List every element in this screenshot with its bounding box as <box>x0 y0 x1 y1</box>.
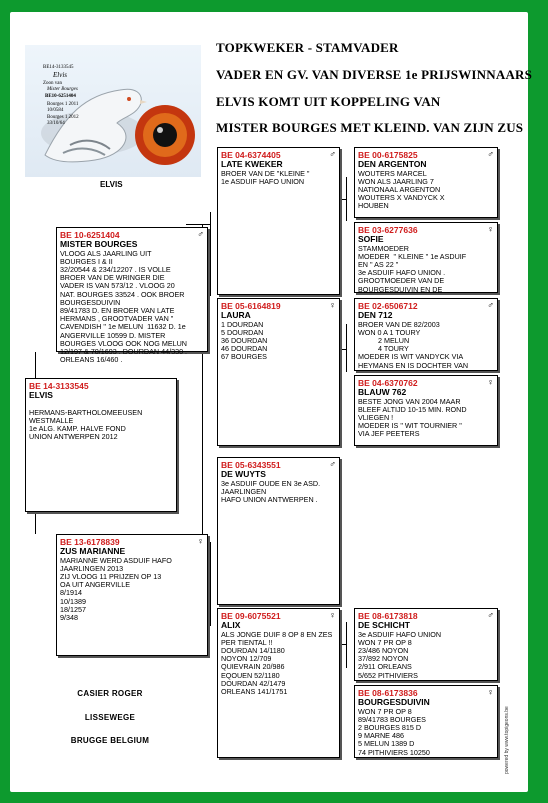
pigeon-card-fm[interactable] <box>217 298 340 446</box>
ring-number: BE 08-6173818 <box>358 611 418 621</box>
photo-line: Mister Bourges <box>47 87 78 92</box>
pigeon-name: DEN ARGENTON <box>358 159 427 169</box>
pigeon-description: 1 DOURDAN 5 DOURDAN 36 DOURDAN 46 DOURDAN 67 BOURGES <box>221 319 268 362</box>
female-icon: ♀ <box>329 300 336 310</box>
pigeon-name: DE SCHICHT <box>358 620 410 630</box>
pigeon-card-fmf[interactable] <box>354 298 498 371</box>
male-icon: ♂ <box>487 149 494 159</box>
female-icon: ♀ <box>329 610 336 620</box>
owner-town: LISSEWEGE <box>84 713 136 722</box>
pigeon-description: BROER VAN DE 82/2003 WON 0 A 1 TOURY 2 MELUN 4 TOURY MOEDER IS WIT VANDYCK VIA HEYMANS EN IS DOCHTER VAN <box>358 319 469 370</box>
pigeon-card-fff[interactable] <box>354 147 498 218</box>
pigeon-name: SOFIE <box>358 234 384 244</box>
photo-line: Zoon van <box>43 81 63 86</box>
pigeon-description: WOUTERS MARCEL WON ALS JAARLING 7 NATIONAAL ARGENTON WOUTERS X VANDYCK X HOUBEN <box>358 168 445 211</box>
photo-line: Bourges 1 2011 <box>47 102 79 107</box>
owner-city-country: BRUGGE BELGIUM <box>70 736 150 745</box>
pigeon-description: ALS JONGE DUIF 8 OP 8 EN ZES PER TIENTAL !! DOURDAN 14/1180 NOYON 12/709 QUIEVRAIN 20/986 EQOUEN 52/1180 DOURDAN 42/1479 ORLEANS 141/1751 <box>221 629 333 696</box>
photo-ring: BE14-3133545 <box>43 65 74 70</box>
ring-number: BE 03-6277636 <box>358 225 418 235</box>
pigeon-description: 3e ASDUIF HAFO UNION WON 7 PR OP 8 23/486 NOYON 37/892 NOYON 2/911 ORLEANS 5/652 PITHIVIERS <box>358 629 442 680</box>
male-icon: ♂ <box>487 610 494 620</box>
ring-number: BE 14-3133545 <box>29 381 89 391</box>
credit-text: powered by www.topigeons.be <box>504 706 510 774</box>
photo-line: BE10-6251404 <box>45 94 76 99</box>
ring-number: BE 04-6370762 <box>358 378 418 388</box>
pigeon-description: HERMANS-BARTHOLOMEEUSEN WESTMALLE 1e ALG. KAMP. HALVE FOND UNION ANTWERPEN 2012 <box>29 407 143 442</box>
pigeon-name: DE WUYTS <box>221 469 266 479</box>
photo-caption: ELVIS <box>100 180 123 189</box>
ring-number: BE 13-6178839 <box>60 537 120 547</box>
pigeon-description: BESTE JONG VAN 2004 MAAR BLEEF ALTIJD 10-15 MIN. ROND VLIEGEN ! MOEDER IS " WIT TOURNIER " VIA JEF PEETERS <box>358 396 467 439</box>
female-icon: ♀ <box>487 687 494 697</box>
pigeon-name: LAURA <box>221 310 251 320</box>
pigeon-photo <box>25 45 201 177</box>
pigeon-description: WON 7 PR OP 8 89/41783 BOURGES 2 BOURGES 815 D 9 MARNE 486 5 MELUN 1389 D 74 PITHIVIERS 10250 <box>358 706 430 757</box>
pigeon-name: BLAUW 762 <box>358 387 407 397</box>
pigeon-card-subject[interactable] <box>25 378 177 512</box>
female-icon: ♀ <box>487 224 494 234</box>
headline-2: VADER EN GV. VAN DIVERSE 1e PRIJSWINNAARS <box>216 67 533 82</box>
pigeon-card-ffm[interactable] <box>354 222 498 293</box>
photo-line: Bourges 1 2012 <box>47 115 79 120</box>
pigeon-name: ALIX <box>221 620 241 630</box>
pigeon-description: STAMMOEDER MOEDER " KLEINE " 1e ASDUIF EN " AS 22 " 3e ASDUIF HAFO UNION . GROOTMOEDER VAN DE BOURGESDUIVIN EN DE <box>358 243 467 294</box>
male-icon: ♂ <box>329 149 336 159</box>
headline-3: ELVIS KOMT UIT KOPPELING VAN <box>216 94 441 109</box>
pigeon-name: ELVIS <box>29 390 53 400</box>
ring-number: BE 09-6075521 <box>221 611 281 621</box>
pigeon-description: BROER VAN DE "KLEINE " 1e ASDUIF HAFO UNION <box>221 168 310 186</box>
headline-4: MISTER BOURGES MET KLEIND. VAN ZIJN ZUS <box>216 120 524 135</box>
headline-1: TOPKWEKER - STAMVADER <box>216 40 399 55</box>
pigeon-name: BOURGESDUIVIN <box>358 697 430 707</box>
owner-name: CASIER ROGER <box>77 689 143 698</box>
pigeon-card-mf[interactable] <box>217 457 340 605</box>
pigeon-card-father[interactable] <box>56 227 208 365</box>
photo-line: 10/0584 <box>47 108 64 113</box>
photo-line: 33/10/64 <box>47 121 65 126</box>
female-icon: ♀ <box>487 377 494 387</box>
pigeon-card-mmf[interactable] <box>354 608 498 681</box>
male-icon: ♂ <box>197 229 204 239</box>
pigeon-name: DEN 712 <box>358 310 393 320</box>
male-icon: ♂ <box>329 459 336 469</box>
pigeon-name: ZUS MARIANNE <box>60 546 126 556</box>
pigeon-card-ff[interactable] <box>217 147 340 295</box>
ring-number: BE 00-6175825 <box>358 150 418 160</box>
pigeon-card-mother[interactable] <box>56 534 208 656</box>
pigeon-description: 3e ASDUIF OUDE EN 3e ASD. JAARLINGEN HAFO UNION ANTWERPEN . <box>221 478 321 504</box>
female-icon: ♀ <box>197 536 204 546</box>
pigeon-card-fmm[interactable] <box>354 375 498 446</box>
male-icon: ♂ <box>487 300 494 310</box>
ring-number: BE 08-6173836 <box>358 688 418 698</box>
pigeon-description: MARIANNE WERD ASDUIF HAFO JAARLINGEN 2013 ZIJ VLOOG 11 PRIJZEN OP 13 OA UIT ANGERVILLE 8/1914 10/1389 18/1257 9/348 <box>60 555 172 622</box>
pedigree-sheet <box>10 12 533 792</box>
pigeon-name: MISTER BOURGES <box>60 239 138 249</box>
ring-number: BE 02-6506712 <box>358 301 418 311</box>
ring-number: BE 04-6374405 <box>221 150 281 160</box>
pigeon-description: VLOOG ALS JAARLING UIT BOURGES I & II 32/20544 & 234/12207 . IS VOLLE BROER VAN DE WRINGER DIE VADER IS VAN 573/12 . VLOOG 20 NAT. BOURGES 33524 . OOK BROER BOURGESDUIVIN 89/41783 D. EN BROER VAN LATE HERMANS , GROOTVADER VAN " CAVENDISH " 1e MELUN 11632 D. 1e ANGERVILLE 10599 D. MISTER BOURGES VLOOG OOK NOG MELUN 12/197 & 70/1693 . DOURDAN 44/330 . ORLEANS 16/460 . <box>60 248 188 365</box>
photo-name: Elvis <box>53 71 67 79</box>
ring-number: BE 10-6251404 <box>60 230 120 240</box>
pigeon-card-mm[interactable] <box>217 608 340 758</box>
ring-number: BE 05-6343551 <box>221 460 281 470</box>
pigeon-name: LATE KWEKER <box>221 159 283 169</box>
pigeon-card-mmm[interactable] <box>354 685 498 758</box>
ring-number: BE 05-6164819 <box>221 301 281 311</box>
